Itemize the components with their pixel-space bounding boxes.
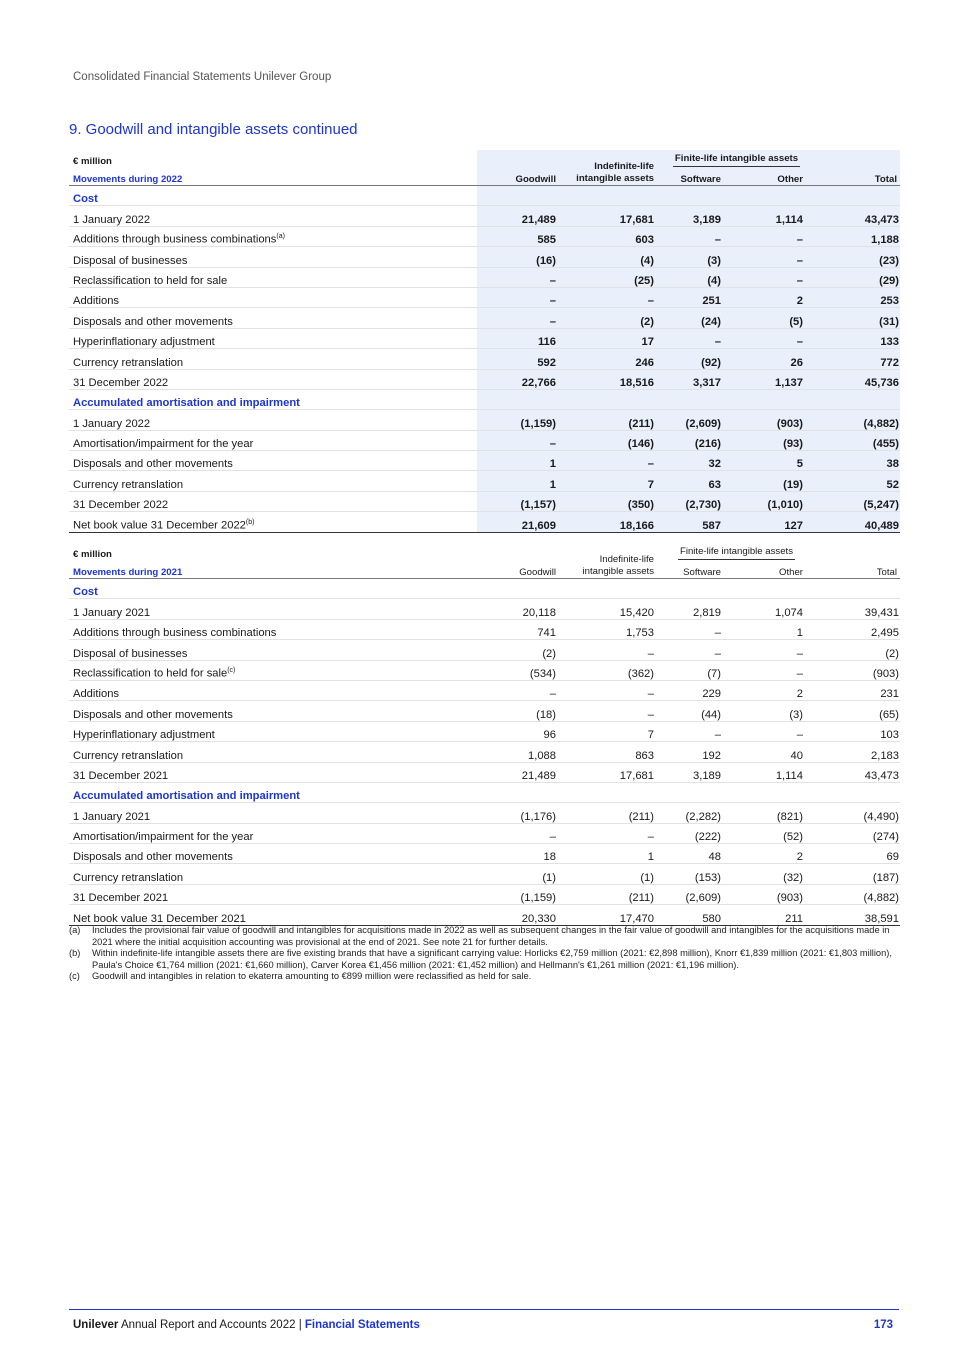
cell-software: 3,189 bbox=[655, 762, 735, 782]
cost-row bbox=[69, 308, 900, 328]
cell-indefinite: 863 bbox=[557, 742, 655, 762]
cell-total: (455) bbox=[815, 430, 900, 450]
cell-goodwill: 20,118 bbox=[477, 599, 557, 619]
footnote-a: (a) Includes the provisional fair value of goodwill and intangibles for acquisitions made in 2022 as well as subsequent changes in the fair value of goodwill and intangibles for the acquisitions made in 2021 where the initial acquisition accounting was provisional at the end of 2021. See note 21 for further details. bbox=[69, 925, 890, 947]
cell-software: (222) bbox=[655, 823, 735, 843]
cell-software: 587 bbox=[655, 512, 735, 532]
cell-indefinite: – bbox=[557, 823, 655, 843]
cell-total: (903) bbox=[815, 660, 900, 680]
cell-total: (274) bbox=[815, 823, 900, 843]
header-row-units bbox=[69, 150, 900, 167]
cell-software: 192 bbox=[655, 742, 735, 762]
cost-row bbox=[69, 287, 900, 307]
row-label: 31 December 2022 bbox=[69, 369, 477, 389]
cell-indefinite: – bbox=[557, 680, 655, 700]
row-label: Net book value 31 December 2022$^{(b)}$ bbox=[69, 512, 477, 532]
cell-software: (44) bbox=[655, 701, 735, 721]
total-header: Total bbox=[815, 167, 900, 186]
cell-indefinite: (1) bbox=[557, 864, 655, 884]
cost-row bbox=[69, 680, 900, 700]
amortisation-row bbox=[69, 864, 900, 884]
row-label: Disposals and other movements bbox=[69, 308, 477, 328]
other-header: Other bbox=[735, 560, 815, 579]
cell-other: – bbox=[735, 640, 815, 660]
cell-software: 63 bbox=[655, 471, 735, 491]
cell-total: 772 bbox=[815, 349, 900, 369]
cell-total: 38,591 bbox=[815, 905, 900, 925]
cell-indefinite: 246 bbox=[557, 349, 655, 369]
cell-other: – bbox=[735, 267, 815, 287]
footnote-ref: (a) bbox=[276, 233, 285, 241]
row-label: Currency retranslation bbox=[69, 349, 477, 369]
unit-label: € million bbox=[73, 156, 112, 167]
row-label: Disposal of businesses bbox=[69, 247, 477, 267]
cell-indefinite: (25) bbox=[557, 267, 655, 287]
cell-goodwill: 96 bbox=[477, 721, 557, 741]
cell-total: 253 bbox=[815, 287, 900, 307]
cell-software: – bbox=[655, 328, 735, 348]
cell-total: 69 bbox=[815, 844, 900, 864]
cell-software: (24) bbox=[655, 308, 735, 328]
amortisation-total-row bbox=[69, 491, 900, 511]
cell-goodwill: – bbox=[477, 430, 557, 450]
cell-other: (903) bbox=[735, 884, 815, 904]
cell-software: 3,317 bbox=[655, 369, 735, 389]
cell-other: 2 bbox=[735, 287, 815, 307]
cell-total: 40,489 bbox=[815, 512, 900, 532]
cell-indefinite: 17,470 bbox=[557, 905, 655, 925]
amortisation-row bbox=[69, 823, 900, 843]
cell-software: 32 bbox=[655, 451, 735, 471]
cell-other: (5) bbox=[735, 308, 815, 328]
finite-group-header: Finite-life intangible assets bbox=[655, 150, 815, 167]
cell-other: – bbox=[735, 328, 815, 348]
cell-indefinite: 15,420 bbox=[557, 599, 655, 619]
footer-report: Annual Report and Accounts 2022 | bbox=[118, 1319, 305, 1331]
row-label: 1 January 2022 bbox=[69, 410, 477, 430]
cell-goodwill: (2) bbox=[477, 640, 557, 660]
cost-row bbox=[69, 640, 900, 660]
cost-section-heading bbox=[69, 186, 900, 206]
cell-indefinite: – bbox=[557, 701, 655, 721]
cell-other: (19) bbox=[735, 471, 815, 491]
cost-total-row bbox=[69, 762, 900, 782]
cell-software: (7) bbox=[655, 660, 735, 680]
cell-total: 103 bbox=[815, 721, 900, 741]
row-label: Additions bbox=[69, 287, 477, 307]
cell-goodwill: – bbox=[477, 823, 557, 843]
section-title: 9. Goodwill and intangible assets continued bbox=[69, 121, 358, 138]
cell-software: (2,609) bbox=[655, 410, 735, 430]
cell-total: 231 bbox=[815, 680, 900, 700]
cost-row bbox=[69, 267, 900, 287]
cell-total: 2,495 bbox=[815, 619, 900, 639]
goodwill-header: Goodwill bbox=[477, 560, 557, 579]
cell-total: 43,473 bbox=[815, 762, 900, 782]
cost-row bbox=[69, 328, 900, 348]
cell-software: – bbox=[655, 721, 735, 741]
cell-software: 580 bbox=[655, 905, 735, 925]
running-header: Consolidated Financial Statements Unilever Group bbox=[73, 71, 332, 83]
cell-other: 1,114 bbox=[735, 206, 815, 226]
cell-total: (29) bbox=[815, 267, 900, 287]
cost-row bbox=[69, 742, 900, 762]
software-header: Software bbox=[655, 167, 735, 186]
cell-indefinite: (146) bbox=[557, 430, 655, 450]
cell-goodwill: – bbox=[477, 308, 557, 328]
cell-other: (3) bbox=[735, 701, 815, 721]
amortisation-total-row bbox=[69, 884, 900, 904]
cell-other: (93) bbox=[735, 430, 815, 450]
cell-indefinite: 7 bbox=[557, 721, 655, 741]
cell-goodwill: 1 bbox=[477, 471, 557, 491]
cell-total: (4,490) bbox=[815, 803, 900, 823]
cell-other: 1,074 bbox=[735, 599, 815, 619]
cell-goodwill: 22,766 bbox=[477, 369, 557, 389]
indefinite-header-line1: Indefinite-life bbox=[594, 161, 654, 172]
unit-label: € million bbox=[73, 549, 112, 560]
amortisation-row bbox=[69, 844, 900, 864]
cell-total: (187) bbox=[815, 864, 900, 884]
cell-goodwill: 20,330 bbox=[477, 905, 557, 925]
section-heading: Accumulated amortisation and impairment bbox=[69, 782, 477, 802]
cell-goodwill: – bbox=[477, 267, 557, 287]
cell-goodwill: 21,489 bbox=[477, 206, 557, 226]
cost-total-row bbox=[69, 369, 900, 389]
table-movements-2021 bbox=[69, 543, 900, 926]
cell-indefinite: – bbox=[557, 640, 655, 660]
cost-row bbox=[69, 247, 900, 267]
row-label: Amortisation/impairment for the year bbox=[69, 823, 477, 843]
header-row-columns bbox=[69, 560, 900, 579]
table-movements-2022 bbox=[69, 150, 900, 533]
cell-goodwill: (16) bbox=[477, 247, 557, 267]
cell-software: (2,609) bbox=[655, 884, 735, 904]
cell-total: 45,736 bbox=[815, 369, 900, 389]
amortisation-row bbox=[69, 451, 900, 471]
cell-total: (2) bbox=[815, 640, 900, 660]
cost-row bbox=[69, 721, 900, 741]
cell-indefinite: 1,753 bbox=[557, 619, 655, 639]
cell-total: 43,473 bbox=[815, 206, 900, 226]
row-label: 31 December 2022 bbox=[69, 491, 477, 511]
cell-other: – bbox=[735, 226, 815, 246]
cell-total: (65) bbox=[815, 701, 900, 721]
cell-total: 38 bbox=[815, 451, 900, 471]
cell-indefinite: (211) bbox=[557, 803, 655, 823]
indefinite-header-line2: intangible assets bbox=[576, 173, 654, 184]
row-label: Currency retranslation bbox=[69, 742, 477, 762]
cell-other: 5 bbox=[735, 451, 815, 471]
cell-software: (2,282) bbox=[655, 803, 735, 823]
cell-goodwill: 116 bbox=[477, 328, 557, 348]
cell-other: 211 bbox=[735, 905, 815, 925]
cost-row bbox=[69, 226, 900, 246]
cost-row bbox=[69, 619, 900, 639]
other-header: Other bbox=[735, 167, 815, 186]
header-row-columns bbox=[69, 167, 900, 186]
page-footer bbox=[73, 1319, 420, 1331]
net-book-value-row bbox=[69, 905, 900, 925]
footnote-ref: (b) bbox=[245, 518, 255, 526]
indefinite-header-line2: intangible assets bbox=[582, 566, 654, 577]
row-label: Currency retranslation bbox=[69, 471, 477, 491]
goodwill-header: Goodwill bbox=[477, 167, 557, 186]
cell-other: – bbox=[735, 660, 815, 680]
cell-software: – bbox=[655, 226, 735, 246]
cell-goodwill: 21,489 bbox=[477, 762, 557, 782]
indefinite-header bbox=[557, 150, 655, 186]
cell-total: (4,882) bbox=[815, 410, 900, 430]
row-label: Amortisation/impairment for the year bbox=[69, 430, 477, 450]
row-label: 1 January 2021 bbox=[69, 803, 477, 823]
amortisation-row bbox=[69, 471, 900, 491]
cost-row bbox=[69, 599, 900, 619]
cell-indefinite: 17 bbox=[557, 328, 655, 348]
cell-software: 2,819 bbox=[655, 599, 735, 619]
row-label: Additions bbox=[69, 680, 477, 700]
cost-row bbox=[69, 349, 900, 369]
amortisation-section-heading bbox=[69, 389, 900, 409]
cell-goodwill: – bbox=[477, 680, 557, 700]
cell-goodwill: 1,088 bbox=[477, 742, 557, 762]
cell-goodwill: 21,609 bbox=[477, 512, 557, 532]
cell-other: (32) bbox=[735, 864, 815, 884]
cell-goodwill: (534) bbox=[477, 660, 557, 680]
cell-indefinite: (350) bbox=[557, 491, 655, 511]
cell-software: – bbox=[655, 619, 735, 639]
total-header: Total bbox=[815, 560, 900, 579]
cost-row bbox=[69, 701, 900, 721]
cell-total: (5,247) bbox=[815, 491, 900, 511]
cell-software: (153) bbox=[655, 864, 735, 884]
cell-total: 52 bbox=[815, 471, 900, 491]
cell-total: 133 bbox=[815, 328, 900, 348]
cell-software: 48 bbox=[655, 844, 735, 864]
cell-goodwill: 585 bbox=[477, 226, 557, 246]
cell-other: 1,114 bbox=[735, 762, 815, 782]
indefinite-header bbox=[557, 543, 655, 579]
cell-total: (23) bbox=[815, 247, 900, 267]
cell-other: – bbox=[735, 247, 815, 267]
page-number: 173 bbox=[873, 1319, 893, 1331]
cell-software: – bbox=[655, 640, 735, 660]
row-label: 31 December 2021 bbox=[69, 762, 477, 782]
cell-software: (4) bbox=[655, 267, 735, 287]
header-row-units bbox=[69, 543, 900, 560]
footnote-b: (b) Within indefinite-life intangible assets there are five existing brands that have a significant carrying value: Horlicks €2,759 million (2021: €2,898 million), Knorr €1,839 million (2021: €1,803 million), Paula's Choice €1,764 million (2021: €1,660 million), Carver Korea €1,456 million (2021: €1,452 million) and Hellmann's €1,261 million (2021: €1,196 million). bbox=[69, 948, 892, 970]
footer-divider bbox=[69, 1309, 899, 1310]
cell-other: 127 bbox=[735, 512, 815, 532]
amortisation-row bbox=[69, 410, 900, 430]
section-heading: Cost bbox=[69, 186, 477, 206]
footer-company: Unilever bbox=[73, 1319, 119, 1331]
row-label: Hyperinflationary adjustment bbox=[69, 721, 477, 741]
section-heading: Accumulated amortisation and impairment bbox=[69, 389, 477, 409]
cell-software: (2,730) bbox=[655, 491, 735, 511]
footer-section-link[interactable]: Financial Statements bbox=[304, 1319, 420, 1331]
row-label: 1 January 2021 bbox=[69, 599, 477, 619]
cell-other: (1,010) bbox=[735, 491, 815, 511]
software-header: Software bbox=[655, 560, 735, 579]
indefinite-header-line1: Indefinite-life bbox=[599, 554, 654, 565]
cell-other: 40 bbox=[735, 742, 815, 762]
cell-goodwill: 741 bbox=[477, 619, 557, 639]
cell-goodwill: (1,157) bbox=[477, 491, 557, 511]
row-label: Reclassification to held for sale$^{(c)}$ bbox=[69, 660, 477, 680]
footnote-c: (c) Goodwill and intangibles in relation to ekaterra amounting to €899 million were reclassified as held for sale. bbox=[69, 971, 532, 982]
cell-goodwill: (1) bbox=[477, 864, 557, 884]
amortisation-row bbox=[69, 803, 900, 823]
row-label: Currency retranslation bbox=[69, 864, 477, 884]
row-label: Reclassification to held for sale bbox=[69, 267, 477, 287]
net-book-value-row bbox=[69, 512, 900, 532]
amortisation-section-heading bbox=[69, 782, 900, 802]
cell-indefinite: (211) bbox=[557, 410, 655, 430]
cost-row bbox=[69, 660, 900, 680]
row-label: Hyperinflationary adjustment bbox=[69, 328, 477, 348]
row-label: Disposals and other movements bbox=[69, 701, 477, 721]
cell-indefinite: (2) bbox=[557, 308, 655, 328]
row-label: Disposal of businesses bbox=[69, 640, 477, 660]
row-label: 1 January 2022 bbox=[69, 206, 477, 226]
cell-other: (903) bbox=[735, 410, 815, 430]
cell-goodwill: – bbox=[477, 287, 557, 307]
cell-goodwill: (1,159) bbox=[477, 884, 557, 904]
cell-indefinite: 18,166 bbox=[557, 512, 655, 532]
cell-indefinite: 17,681 bbox=[557, 206, 655, 226]
cell-other: – bbox=[735, 721, 815, 741]
cell-total: (4,882) bbox=[815, 884, 900, 904]
cell-goodwill: 592 bbox=[477, 349, 557, 369]
cell-indefinite: (4) bbox=[557, 247, 655, 267]
cell-total: 2,183 bbox=[815, 742, 900, 762]
cell-indefinite: – bbox=[557, 287, 655, 307]
cell-software: 251 bbox=[655, 287, 735, 307]
cell-indefinite: 18,516 bbox=[557, 369, 655, 389]
cell-goodwill: 1 bbox=[477, 451, 557, 471]
footnotes bbox=[69, 925, 899, 983]
cell-other: (821) bbox=[735, 803, 815, 823]
row-label: 31 December 2021 bbox=[69, 884, 477, 904]
section-heading: Cost bbox=[69, 579, 477, 599]
cell-software: 3,189 bbox=[655, 206, 735, 226]
amortisation-row bbox=[69, 430, 900, 450]
cell-goodwill: 18 bbox=[477, 844, 557, 864]
cell-other: 2 bbox=[735, 844, 815, 864]
cell-other: (52) bbox=[735, 823, 815, 843]
cell-total: 1,188 bbox=[815, 226, 900, 246]
row-label: Additions through business combinations bbox=[69, 619, 477, 639]
cell-other: 26 bbox=[735, 349, 815, 369]
cell-indefinite: (362) bbox=[557, 660, 655, 680]
cell-software: (92) bbox=[655, 349, 735, 369]
footnote-ref: (c) bbox=[227, 667, 236, 675]
cost-row bbox=[69, 206, 900, 226]
movements-label: Movements during 2021 bbox=[69, 560, 477, 579]
finite-group-header: Finite-life intangible assets bbox=[655, 543, 815, 560]
cost-section-heading bbox=[69, 579, 900, 599]
cell-indefinite: 17,681 bbox=[557, 762, 655, 782]
cell-total: (31) bbox=[815, 308, 900, 328]
row-label: Disposals and other movements bbox=[69, 451, 477, 471]
row-label: Disposals and other movements bbox=[69, 844, 477, 864]
cell-total: 39,431 bbox=[815, 599, 900, 619]
cell-indefinite: – bbox=[557, 451, 655, 471]
cell-indefinite: 7 bbox=[557, 471, 655, 491]
cell-other: 2 bbox=[735, 680, 815, 700]
row-label: Additions through business combinations$^{(a)}$ bbox=[69, 226, 477, 246]
cell-indefinite: (211) bbox=[557, 884, 655, 904]
cell-software: (3) bbox=[655, 247, 735, 267]
cell-other: 1,137 bbox=[735, 369, 815, 389]
cell-other: 1 bbox=[735, 619, 815, 639]
cell-software: (216) bbox=[655, 430, 735, 450]
cell-software: 229 bbox=[655, 680, 735, 700]
movements-label: Movements during 2022 bbox=[69, 167, 477, 186]
cell-indefinite: 603 bbox=[557, 226, 655, 246]
row-label: Net book value 31 December 2021 bbox=[69, 905, 477, 925]
cell-indefinite: 1 bbox=[557, 844, 655, 864]
cell-goodwill: (1,159) bbox=[477, 410, 557, 430]
cell-goodwill: (1,176) bbox=[477, 803, 557, 823]
cell-goodwill: (18) bbox=[477, 701, 557, 721]
